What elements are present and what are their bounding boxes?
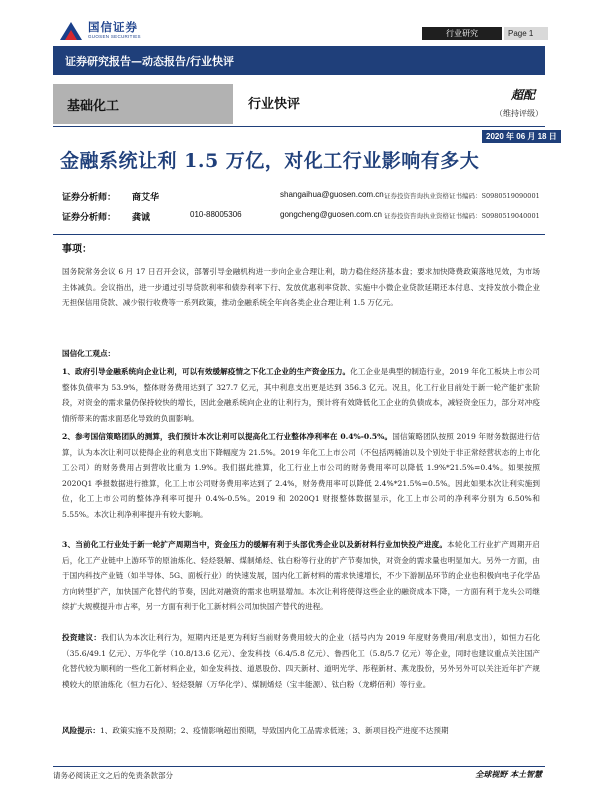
report-title: 金融系统让利 1.5 万亿，对化工行业影响有多大 xyxy=(60,150,480,172)
investment-lead: 投资建议： xyxy=(62,633,102,642)
rating-note: （维持评级） xyxy=(495,109,543,118)
view-paragraph-3 xyxy=(62,537,540,615)
analyst-label: 证券分析师： xyxy=(62,213,117,223)
footer-divider xyxy=(53,766,545,767)
section-heading: 事项： xyxy=(62,244,92,255)
logo-en-text: GUOSEN SECURITIES xyxy=(88,34,141,39)
analyst-phone: 010-88005306 xyxy=(190,210,242,219)
analyst-email[interactable]: shangaihua@guosen.com.cn xyxy=(280,190,384,199)
analyst-cert: 证券投资咨询执业资格证书编码：S0980519040001 xyxy=(384,212,540,220)
disclaimer-note: 请务必阅读正文之后的免责条款部分 xyxy=(53,771,173,780)
page-number: Page 1 xyxy=(504,27,548,40)
sector-box xyxy=(53,84,233,124)
analyst-email[interactable]: gongcheng@guosen.com.cn xyxy=(280,210,382,219)
section-divider xyxy=(53,234,545,235)
investment-advice xyxy=(62,630,540,692)
view-3-lead: 3、当前化工行业处于新一轮扩产周期当中，资金压力的缓解有利于头部优秀企业以及新材料行业加快投产进度。 xyxy=(62,540,448,549)
intro-text: 国务院常务会议 6 月 17 日召开会议，部署引导金融机构进一步向企业合理让利，助力稳住经济基本盘；要求加快降费政策落地见效，为市场主体减负。会议指出，进一步通过引导贷款利率和债券利率下行、发放优惠利率贷款、实施中小微企业贷款延期还本付息、支持发放小微企业无担保信用贷款、减少银行收费等一系列政策，推动金融系统全年向各类企业合理让利 1.5 万亿元。 xyxy=(62,267,540,307)
analyst-cert: 证券投资咨询执业资格证书编码：S0980519090001 xyxy=(384,192,540,200)
analyst-label: 证券分析师： xyxy=(62,193,117,203)
views-block xyxy=(62,346,540,362)
rating: 超配 xyxy=(511,88,536,102)
view-2-lead: 2、参考国信策略团队的测算，我们预计本次让利可以提高化工行业整体净利率在 0.4%-0.5%。 xyxy=(62,432,393,441)
view-2-body: 国信策略团队按照 2019 年财务数据进行估算，认为本次让利可以使得企业的利息支出下降幅度为 21.5%。2019 年化工上市公司（不包括两桶油以及个别处于非正常经营状态的上市化工公司）的财务费用占到营收比重为 1.9%。我们据此推算，化工行业上市公司的财务费用率可以降低 1.9%*21.5%=0.4%。如果按照 2020Q1 季报数据进行推算，化工上市公司财务费用率达到了 2.4%，财务费用率可以降低 2.4%*21.5%=0.5%。因此如果本次让利实施到位，化工上市公司的整体净利率可提升 0.4%-0.5%。2019 和 2020Q1 财报整体数据显示，化工上市公司的净利率分别为 6.50%和 5.55%。本次让利净利率提升有较大影响。 xyxy=(62,432,540,519)
footer-slogan: 全球视野 本土智慧 xyxy=(475,769,542,779)
intro-paragraph xyxy=(62,264,540,311)
header-band xyxy=(53,46,545,75)
view-3-body: 本轮化工行业扩产周期开启后，化工产业链中上游环节的原油炼化、轻烃裂解、煤制烯烃、钛白粉等行业的扩产节奏加快，对资金的需求量也明显加大。另外一方面，由于国内科技产业链（如半导体、5G、面板行业）的快速发展，国内化工新材料的需求快速增长，不少下游制品环节的企业也积极向电子化学品方向转型扩产，加快国产化替代的节奏，因此对融资的需求也明显增加。本次让利将使得这些企业的融资成本下降，一方面有利于龙头公司继续扩大规模提升市占率，另一方面有利于化工新材料公司加快国产替代的进程。 xyxy=(62,540,541,611)
report-category-tag: 行业研究 xyxy=(422,27,502,40)
view-1-body: 化工企业是典型的制造行业，2019 年化工板块上市公司整体负债率为 53.9%，整体财务费用达到了 327.7 亿元，其中利息支出更是达到 356.3 亿元。况且，化工行业目前处于新一轮产能扩张阶段，对资金的需求量仍保持较快的增长，因此金融系统向企业的让利行为，预计将有效降低化工企业的负债成本，减轻资金压力，部分对冲疫情所带来的需求面恶化导致的负面影响。 xyxy=(62,367,540,423)
logo-cn-text: 国信证券 xyxy=(88,22,138,34)
investment-body: 我们认为本次让利行为，短期内还是更为利好当前财务费用较大的企业（括号内为 2019 年度财务费用/利息支出），如恒力石化（35.6/49.1 亿元）、万华化学（10.8/13.6 亿元）、金发科技（6.4/5.8 亿元）、鲁西化工（5.8/5.7 亿元）等企业，同时也建议重点关注国产化替代较为顺利的一些化工新材料企业，如金发科技、道恩股份、四天新材、道明光学、彤程新材、燕龙股份，另外另外可以关注近年扩产规模较大的原油炼化（恒力石化）、轻烃裂解（万华化学）、煤制烯烃（宝丰能源）、钛白粉（龙蟒佰利）等行业。 xyxy=(62,633,541,689)
views-title: 国信化工观点： xyxy=(62,349,116,358)
risk-warning xyxy=(62,723,540,739)
guosen-logo xyxy=(58,17,168,47)
risk-lead: 风险提示： xyxy=(62,726,100,735)
analyst-name: 龚诚 xyxy=(132,213,151,223)
analyst-name: 商艾华 xyxy=(132,193,160,203)
report-type: 行业快评 xyxy=(248,97,301,112)
risk-body: 1、政策实施不及预期；2、疫情影响超出预期，导致国内化工品需求低迷；3、新项目投产进度不达预期 xyxy=(99,726,449,735)
sector-name: 基础化工 xyxy=(67,99,120,114)
guosen-logo-icon xyxy=(58,20,84,42)
divider xyxy=(53,126,545,127)
report-date: 2020 年 06 月 18 日 xyxy=(482,130,561,143)
view-1-lead: 1、政府引导金融系统向企业让利，可以有效缓解疫情之下化工企业的生产资金压力。 xyxy=(62,367,351,376)
view-paragraph-1 xyxy=(62,364,540,426)
header-band-text: 证券研究报告—动态报告/行业快评 xyxy=(65,55,235,68)
view-paragraph-2 xyxy=(62,429,540,522)
